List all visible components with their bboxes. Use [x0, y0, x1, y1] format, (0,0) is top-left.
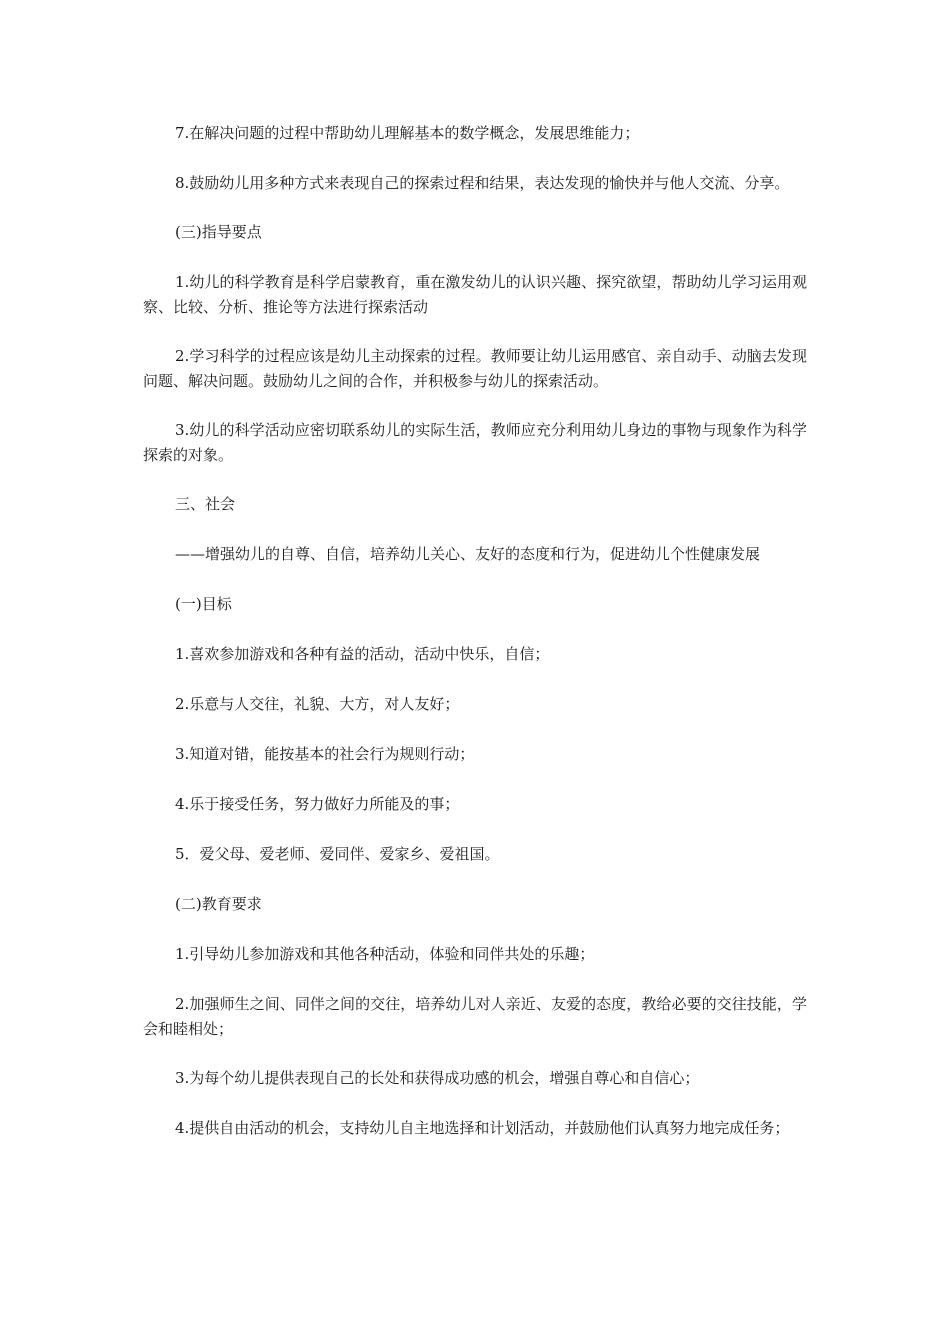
paragraph-requirement-4: 4.提供自由活动的机会，支持幼儿自主地选择和计划活动，并鼓励他们认真努力地完成任务；	[175, 1119, 790, 1137]
paragraph-society-goal-5: 5．爱父母、爱老师、爱同伴、爱家乡、爱祖国。	[175, 845, 500, 863]
paragraph-society-goal-2: 2.乐意与人交往，礼貌、大方，对人友好；	[175, 695, 460, 713]
paragraph-society-summary: ——增强幼儿的自尊、自信，培养幼儿关心、友好的态度和行为，促进幼儿个性健康发展	[175, 545, 761, 563]
paragraph-guidance-3: 3.幼儿的科学活动应密切联系幼儿的实际生活，教师应充分利用幼儿身边的事物与现象作为科学探索的对象。	[143, 421, 807, 464]
paragraph-society-goal-1: 1.喜欢参加游戏和各种有益的活动，活动中快乐，自信；	[175, 645, 550, 663]
document-body	[143, 121, 807, 1165]
section-heading-requirements: (二)教育要求	[175, 895, 262, 913]
paragraph-requirement-3: 3.为每个幼儿提供表现自己的长处和获得成功感的机会，增强自尊心和自信心；	[175, 1069, 700, 1087]
paragraph-society-goal-3: 3.知道对错，能按基本的社会行为规则行动；	[175, 745, 475, 763]
paragraph-science-goal-8: 8.鼓励幼儿用多种方式来表现自己的探索过程和结果，表达发现的愉快并与他人交流、分享。	[175, 174, 790, 192]
paragraph-guidance-1: 1.幼儿的科学教育是科学启蒙教育，重在激发幼儿的认识兴趣、探究欲望，帮助幼儿学习运用观察、比较、分析、推论等方法进行探索活动	[143, 273, 807, 316]
paragraph-requirement-1: 1.引导幼儿参加游戏和其他各种活动，体验和同伴共处的乐趣；	[175, 945, 595, 963]
paragraph-guidance-2: 2.学习科学的过程应该是幼儿主动探索的过程。教师要让幼儿运用感官、亲自动手、动脑去发现问题、解决问题。鼓励幼儿之间的合作，并积极参与幼儿的探索活动。	[143, 347, 807, 390]
section-heading-society: 三、社会	[175, 495, 236, 513]
paragraph-requirement-2: 2.加强师生之间、同伴之间的交往，培养幼儿对人亲近、友爱的态度，教给必要的交往技能，学会和睦相处；	[143, 995, 807, 1038]
section-heading-guidance: (三)指导要点	[175, 223, 262, 241]
paragraph-society-goal-4: 4.乐于接受任务，努力做好力所能及的事；	[175, 795, 460, 813]
section-heading-goals: (一)目标	[175, 595, 232, 613]
paragraph-science-goal-7: 7.在解决问题的过程中帮助幼儿理解基本的数学概念，发展思维能力；	[175, 124, 640, 142]
